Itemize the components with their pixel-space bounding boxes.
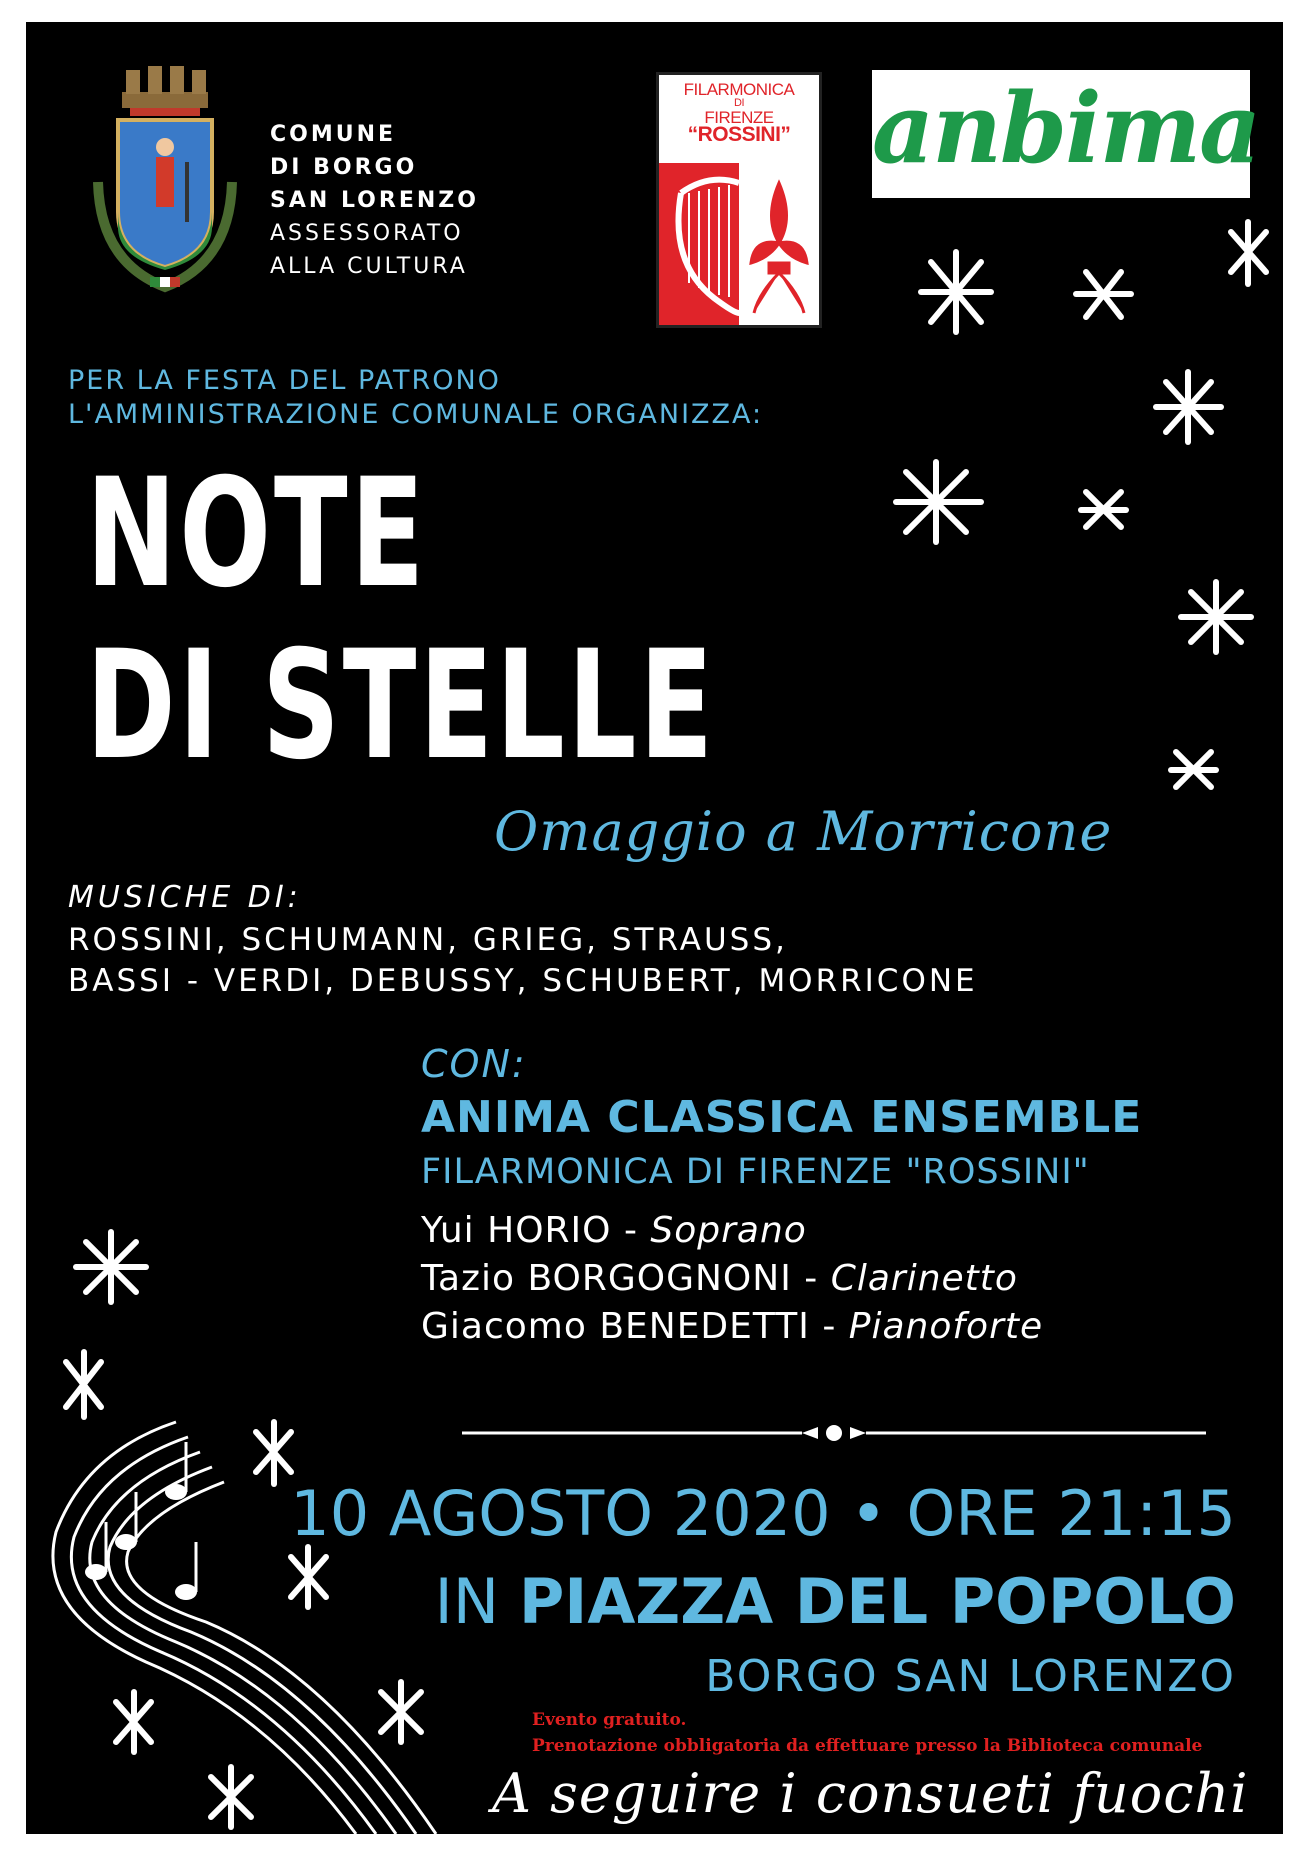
event-place-name: PIAZZA DEL POPOLO bbox=[518, 1565, 1236, 1638]
soloist-row bbox=[421, 1255, 1043, 1303]
soloists-list bbox=[421, 1207, 1043, 1351]
comune-line: DI BORGO bbox=[270, 155, 418, 180]
closing-text: A seguire i consueti fuochi bbox=[492, 1762, 1249, 1825]
filarmonica-logo-line: FIRENZE bbox=[704, 108, 774, 127]
assessorato-line: ALLA CULTURA bbox=[270, 254, 468, 279]
soloist-sep: - bbox=[809, 1306, 849, 1347]
event-place bbox=[276, 1565, 1236, 1638]
filarmonica-name: FILARMONICA DI FIRENZE "ROSSINI" bbox=[421, 1152, 1090, 1192]
event-place-prefix: IN bbox=[434, 1565, 519, 1638]
subtitle: Omaggio a Morricone bbox=[494, 800, 1113, 863]
ensemble-name: ANIMA CLASSICA ENSEMBLE bbox=[421, 1092, 1143, 1143]
soloist-role: Soprano bbox=[650, 1210, 807, 1251]
assessorato-line: ASSESSORATO bbox=[270, 221, 464, 246]
soloist-role: Pianoforte bbox=[848, 1306, 1044, 1347]
soloist-name: Yui HORIO bbox=[421, 1210, 612, 1251]
composers-line: BASSI - VERDI, DEBUSSY, SCHUBERT, MORRICONE bbox=[68, 963, 978, 999]
soloist-row bbox=[421, 1303, 1043, 1351]
comune-line: COMUNE bbox=[270, 122, 397, 147]
musiche-label: MUSICHE DI: bbox=[68, 880, 302, 915]
filarmonica-logo-line: DI bbox=[734, 97, 744, 109]
poster bbox=[26, 22, 1283, 1834]
filarmonica-logo-line: FILARMONICA bbox=[683, 80, 795, 99]
soloist-sep: - bbox=[611, 1210, 651, 1251]
event-date-time: 10 AGOSTO 2020 • ORE 21:15 bbox=[290, 1477, 1236, 1550]
composers-list bbox=[68, 920, 978, 1002]
soloist-row bbox=[421, 1207, 1043, 1255]
anbima-logo-text: anbima bbox=[872, 72, 1260, 185]
intro-line: L'AMMINISTRAZIONE COMUNALE ORGANIZZA: bbox=[68, 399, 764, 430]
comune-line: SAN LORENZO bbox=[270, 188, 479, 213]
notice-line: Evento gratuito. bbox=[532, 1710, 687, 1730]
composers-line: ROSSINI, SCHUMANN, GRIEG, STRAUSS, bbox=[68, 922, 788, 958]
soloist-role: Clarinetto bbox=[830, 1258, 1018, 1299]
ornamental-divider bbox=[462, 1424, 1206, 1442]
event-town: BORGO SAN LORENZO bbox=[705, 1651, 1236, 1702]
notice-text bbox=[532, 1707, 1202, 1759]
soloist-name: Giacomo BENEDETTI bbox=[421, 1306, 810, 1347]
notice-line: Prenotazione obbligatoria da effettuare presso la Biblioteca comunale bbox=[532, 1736, 1203, 1756]
title-line: DI STELLE bbox=[86, 619, 716, 793]
con-label: CON: bbox=[421, 1042, 527, 1086]
soloist-sep: - bbox=[791, 1258, 831, 1299]
filarmonica-logo-line: “ROSSINI” bbox=[687, 123, 791, 146]
title-line: NOTE bbox=[86, 447, 428, 621]
soloist-name: Tazio BORGOGNONI bbox=[421, 1258, 792, 1299]
intro-line: PER LA FESTA DEL PATRONO bbox=[68, 365, 501, 396]
